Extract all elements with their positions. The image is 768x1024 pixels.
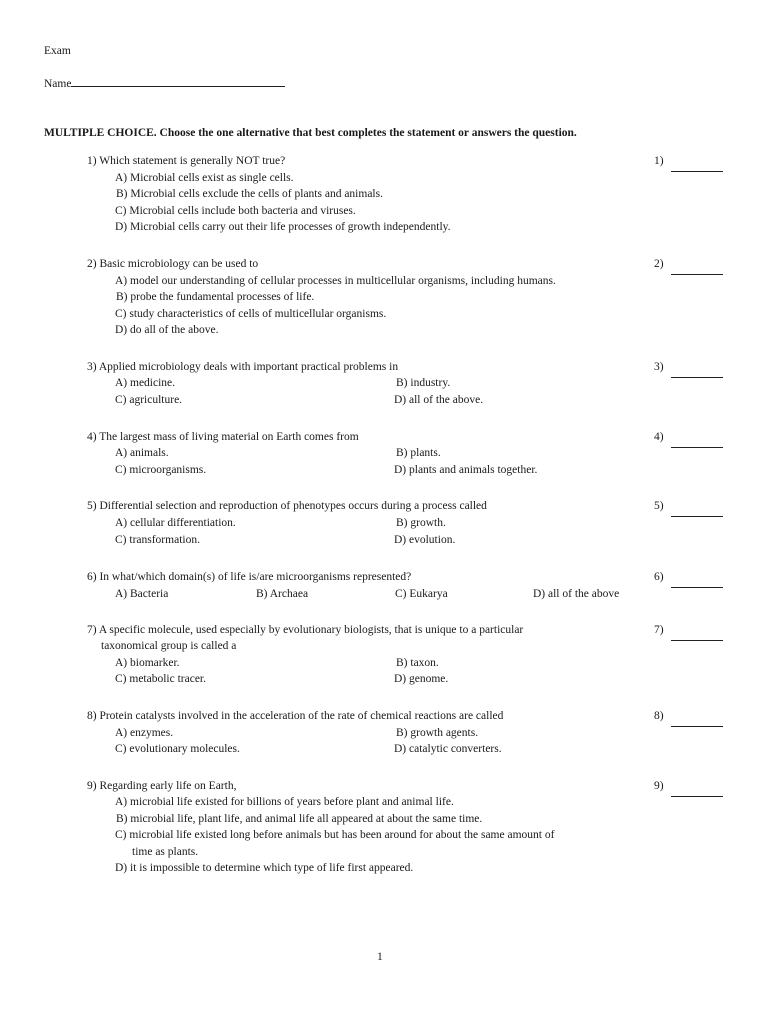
name-underline [71,86,285,87]
answer-number: 3) [654,361,664,373]
option-a: A) Microbial cells exist as single cells. [115,172,294,184]
question-text: 4) The largest mass of living material on Earth comes from [87,431,359,443]
question-text-continued: taxonomical group is called a [101,640,237,652]
option-d: D) all of the above. [394,394,484,406]
answer-number: 2) [654,258,664,270]
name-label: Name [44,78,72,90]
question-text: 8) Protein catalysts involved in the acceleration of the rate of chemical reactions are called [87,710,504,722]
option-a: A) Bacteria [115,588,169,600]
option-a: A) microbial life existed for billions of years before plant and animal life. [115,796,454,808]
page-number: 1 [377,951,383,963]
answer-blank[interactable] [671,435,723,448]
option-d: D) plants and animals together. [394,464,538,476]
option-a: A) model our understanding of cellular processes in multicellular organisms, including humans. [115,275,556,287]
option-d: D) genome. [394,673,449,685]
option-d: D) evolution. [394,534,456,546]
answer-number: 5) [654,500,664,512]
option-b: B) growth agents. [396,727,479,739]
option-d: D) Microbial cells carry out their life processes of growth independently. [115,221,451,233]
option-c: C) agriculture. [115,394,183,406]
option-c: C) metabolic tracer. [115,673,207,685]
question-text: 5) Differential selection and reproduction of phenotypes occurs during a process called [87,500,487,512]
option-b: B) taxon. [396,657,439,669]
question-text: 1) Which statement is generally NOT true? [87,155,286,167]
question-text: 7) A specific molecule, used especially by evolutionary biologists, that is unique to a particular [87,624,524,636]
option-c: C) Microbial cells include both bacteria and viruses. [115,205,356,217]
option-a: A) medicine. [115,377,176,389]
option-d: D) all of the above [533,588,620,600]
answer-blank[interactable] [671,504,723,517]
answer-number: 1) [654,155,664,167]
answer-number: 6) [654,571,664,583]
option-a: A) enzymes. [115,727,174,739]
option-c: C) microorganisms. [115,464,207,476]
option-a: A) cellular differentiation. [115,517,236,529]
answer-blank[interactable] [671,575,723,588]
option-a: A) animals. [115,447,169,459]
answer-blank[interactable] [671,365,723,378]
option-d: D) it is impossible to determine which type of life first appeared. [115,862,414,874]
option-b: B) microbial life, plant life, and animal life all appeared at about the same time. [116,813,483,825]
option-b: B) Archaea [256,588,309,600]
answer-number: 7) [654,624,664,636]
instructions: MULTIPLE CHOICE. Choose the one alternative that best completes the statement or answers the question. [44,127,577,139]
answer-blank[interactable] [671,159,723,172]
answer-number: 8) [654,710,664,722]
option-b: B) probe the fundamental processes of life. [116,291,315,303]
answer-blank[interactable] [671,784,723,797]
answer-blank[interactable] [671,714,723,727]
option-c: C) microbial life existed long before animals but has been around for about the same amount of [115,829,555,841]
option-b: B) industry. [396,377,451,389]
option-c-continued: time as plants. [132,846,199,858]
option-c: C) evolutionary molecules. [115,743,240,755]
option-a: A) biomarker. [115,657,180,669]
answer-blank[interactable] [671,262,723,275]
question-text: 2) Basic microbiology can be used to [87,258,259,270]
question-text: 3) Applied microbiology deals with important practical problems in [87,361,399,373]
option-d: D) catalytic converters. [394,743,502,755]
option-b: B) Microbial cells exclude the cells of plants and animals. [116,188,383,200]
option-c: C) transformation. [115,534,200,546]
option-c: C) Eukarya [395,588,448,600]
answer-number: 9) [654,780,664,792]
option-b: B) plants. [396,447,441,459]
name-field[interactable] [44,78,285,90]
option-d: D) do all of the above. [115,324,219,336]
question-text: 9) Regarding early life on Earth, [87,780,237,792]
option-b: B) growth. [396,517,446,529]
answer-blank[interactable] [671,628,723,641]
option-c: C) study characteristics of cells of multicellular organisms. [115,308,387,320]
question-text: 6) In what/which domain(s) of life is/are microorganisms represented? [87,571,412,583]
answer-number: 4) [654,431,664,443]
exam-label: Exam [44,45,71,57]
